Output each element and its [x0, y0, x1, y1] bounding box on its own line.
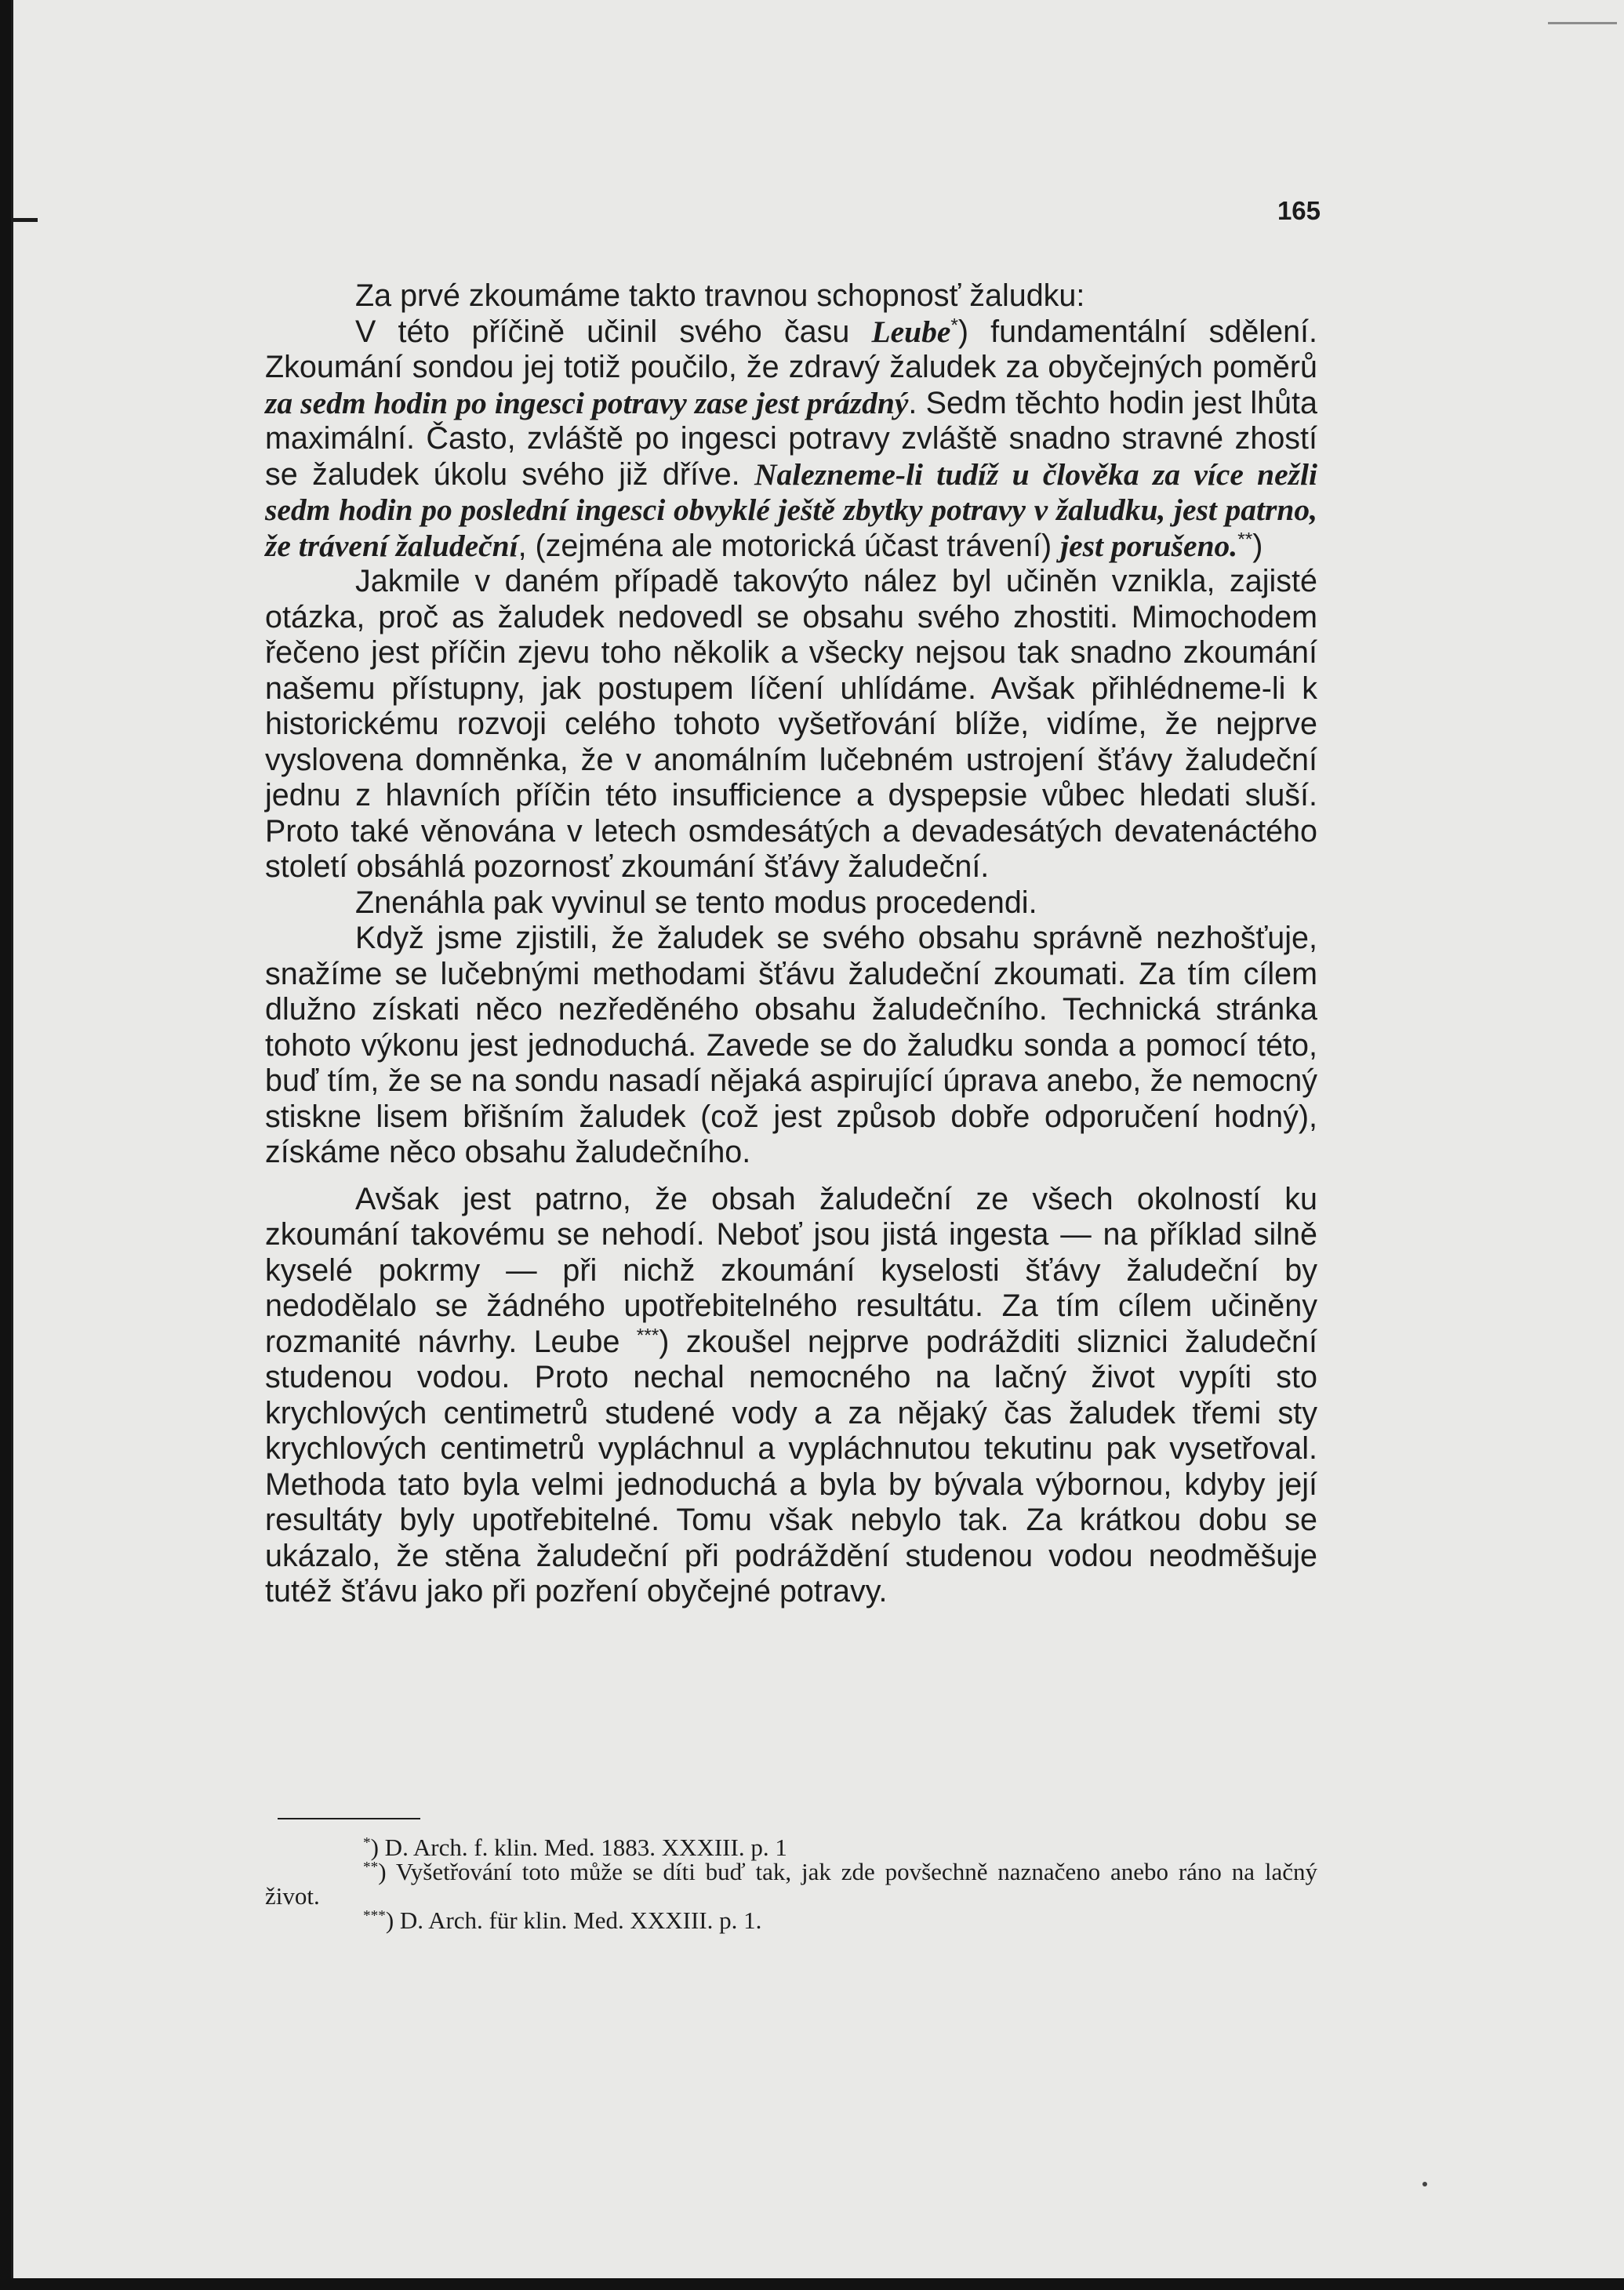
paragraph [265, 564, 1317, 885]
footnote [265, 1908, 1317, 1932]
text-run: Jakmile v daném případě takovýto nález byl učiněn vznikla, zajisté otázka, proč as žaludek nedovedl se obsahu svého zhostiti. Mimochodem řečeno jest příčin zjevu toho několik a všecky nejsou tak snadno zkoumání našemu přístupny, jak postupem líčení uhlídáme. Avšak přihlédneme-li k historickému rozvoji celého tohoto vyšetřování blíže, vidíme, že nejprve vyslovena domněnka, že v anomálním lučebném ustrojení šťávy žaludeční jednu z hlavních příčin této insufficience a dyspepsie vůbec hledati sluší. Proto také věnována v letech osmdesátých a devadesátých devatenáctého století obsáhlá pozornosť zkoumání šťávy žaludeční. [265, 564, 1317, 884]
footnote-mark: * [363, 1834, 371, 1852]
paragraph [265, 921, 1317, 1171]
footnote-text: ) D. Arch. f. klin. Med. 1883. XXXIII. p. 1 [370, 1834, 787, 1861]
binding-edge-tick [11, 218, 38, 222]
footnote [265, 1859, 1317, 1908]
footnote-rule [278, 1818, 420, 1819]
footnote-marker: *** [636, 1325, 659, 1347]
paragraph [265, 314, 1317, 565]
emphasis-text: za sedm hodin po ingesci potravy zase jest prázdný [265, 385, 909, 420]
text-run: , (zejména ale motorická účast trávení) [518, 528, 1061, 563]
footnote-marker: ** [1237, 529, 1253, 551]
footnote-mark: ** [363, 1859, 379, 1876]
paragraph [265, 1182, 1317, 1610]
emphasis-text: Nalezneme-li tudíž u člověka za více nežli sedm hodin po poslední ingesci obvyklé ještě zbytky potravy v žaludku, jest patrno, že trávení žaludeční [265, 456, 1317, 563]
footnote-text: ) Vyšetřování toto může se díti buď tak, jak zde povšechně naznačeno anebo ráno na lačný život. [265, 1858, 1317, 1910]
emphasis-text: jest porušeno. [1060, 528, 1238, 563]
paragraph [265, 278, 1317, 314]
body-text [265, 278, 1317, 1610]
text-run: V této příčině učinil svého času [355, 314, 872, 349]
text-run: Když jsme zjistili, že žaludek se svého obsahu správně nezhošťuje, snažíme se lučebnými methodami šťávu žaludeční zkoumati. Za tím cílem dlužno získati něco nezředěného obsahu žaludečního. Technická stránka tohoto výkonu jest jednoduchá. Zavede se do žaludku sonda a pomocí této, buď tím, že se na sondu nasadí nějaká aspirující úprava anebo, že nemocný stiskne lisem břišním žaludek (což jest způsob dobře odporučení hodný), získáme něco obsahu žaludečního. [265, 921, 1317, 1169]
footnote [265, 1835, 1317, 1859]
binding-edge-line [11, 0, 13, 2278]
paragraph [265, 885, 1317, 921]
footnote-mark: *** [363, 1907, 386, 1925]
scan-mark [1548, 22, 1617, 24]
text-run: Za prvé zkoumáme takto travnou schopnosť žaludku: [355, 278, 1085, 313]
text-run: ) zkoušel nejprve podrážditi sliznici žaludeční studenou vodou. Proto nechal nemocného na lačný život vypíti sto krychlových centimetrů studené vody a za nějaký čas žaludek třemi sty krychlových centimetrů vypláchnul a vypláchnutou tekutinu pak vysetřoval. Methoda tato byla velmi jednoduchá a byla by bývala výbornou, kdyby její resultáty byly upotřebitelné. Tomu však nebylo tak. Za krátkou dobu se ukázalo, že stěna žaludeční při podráždění studenou vodou neodměšuje tutéž šťávu jako při pozření obyčejné potravy. [265, 1324, 1317, 1608]
text-run: . Sedm těchto hodin jest lhůta maximální. Často, zvláště po ingesci potravy zvláště snadno stravné zhostí se žaludek úkolu svého již dříve. [265, 385, 1317, 492]
footnote-text: ) D. Arch. für klin. Med. XXXIII. p. 1. [385, 1907, 762, 1934]
text-run: Avšak jest patrno, že obsah žaludeční ze všech okolností ku zkoumání takovému se nehodí. Neboť jsou jistá ingesta — na příklad silně kyselé pokrmy — při nichž zkoumání kyselosti šťávy žaludeční by nedodělalo se žádného upotřebitelného resultátu. Za tím cílem učiněny rozmanité návrhy. Leube [265, 1181, 1317, 1359]
footnote-marker: * [950, 314, 958, 336]
text-run: ) fundamentální sdělení. Zkoumání sondou jej totiž poučilo, že zdravý žaludek za obyčejných poměrů [265, 314, 1317, 384]
footnotes [265, 1835, 1317, 1932]
paper-speck [1422, 2182, 1427, 2186]
text-run: Znenáhla pak vyvinul se tento modus procedendi. [355, 885, 1037, 920]
emphasis-text: Leube [871, 314, 951, 349]
page-number: 165 [1277, 196, 1321, 225]
document-page [11, 0, 1624, 2278]
text-run: ) [1252, 528, 1263, 563]
